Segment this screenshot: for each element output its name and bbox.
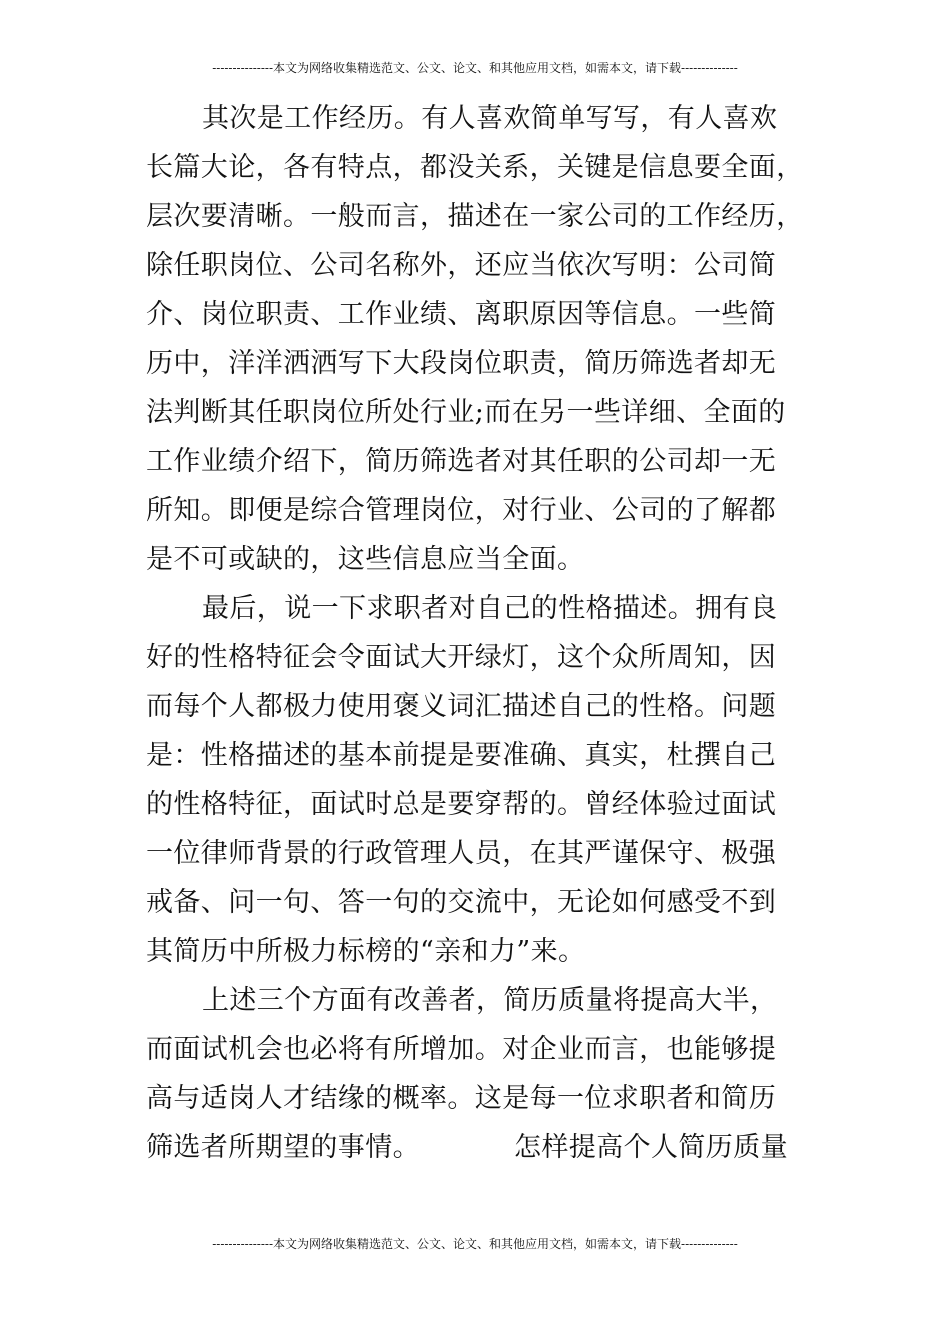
text-line-final [146,1123,816,1172]
text-line: 所知。即便是综合管理岗位，对行业、公司的了解都 [146,495,777,526]
text-line: 其次是工作经历。有人喜欢简单写写，有人喜欢 [202,103,778,134]
text-line: 长篇大论，各有特点，都没关系，关键是信息要全面， [146,152,804,183]
document-body [146,94,816,1172]
text-line: 介、岗位职责、工作业绩、离职原因等信息。一些简 [146,299,777,330]
text-line: 层次要清晰。一般而言，描述在一家公司的工作经历， [146,201,804,232]
paragraph-work-experience [146,94,816,584]
text-line: 好的性格特征会令面试大开绿灯，这个众所周知，因 [146,642,777,673]
paragraph-personality [146,584,816,976]
page-header-banner: ---------------本文为网络收集精选范文、公文、论文、和其他应用文档，如需本文，请下载-------------- [212,61,738,75]
text-line: 法判断其任职岗位所处行业;而在另一些详细、全面的 [146,397,786,428]
page-footer-banner: ---------------本文为网络收集精选范文、公文、论文、和其他应用文档，如需本文，请下载-------------- [212,1237,738,1251]
text-line: 高与适岗人才结缘的概率。这是每一位求职者和简历 [146,1083,777,1114]
trailing-title: 怎样提高个人简历质量 [514,1132,788,1163]
paragraph-conclusion [146,976,816,1172]
text-line: 而每个人都极力使用褒义词汇描述自己的性格。问题 [146,691,777,722]
text-line: 其简历中所极力标榜的“亲和力”来。 [146,936,586,967]
text-line: 历中，洋洋洒洒写下大段岗位职责，简历筛选者却无 [146,348,777,379]
final-line-text: 筛选者所期望的事情。 [146,1132,420,1163]
text-line: 而面试机会也必将有所增加。对企业而言，也能够提 [146,1034,777,1065]
text-line: 是不可或缺的，这些信息应当全面。 [146,544,585,575]
text-line: 上述三个方面有改善者，简历质量将提高大半， [202,985,778,1016]
text-line: 一位律师背景的行政管理人员，在其严谨保守、极强 [146,838,777,869]
text-line: 最后，说一下求职者对自己的性格描述。拥有良 [202,593,778,624]
text-line: 除任职岗位、公司名称外，还应当依次写明：公司简 [146,250,777,281]
text-line: 戒备、问一句、答一句的交流中，无论如何感受不到 [146,887,777,918]
text-line: 的性格特征，面试时总是要穿帮的。曾经体验过面试 [146,789,777,820]
text-line: 是：性格描述的基本前提是要准确、真实，杜撰自己 [146,740,777,771]
text-line: 工作业绩介绍下，简历筛选者对其任职的公司却一无 [146,446,777,477]
